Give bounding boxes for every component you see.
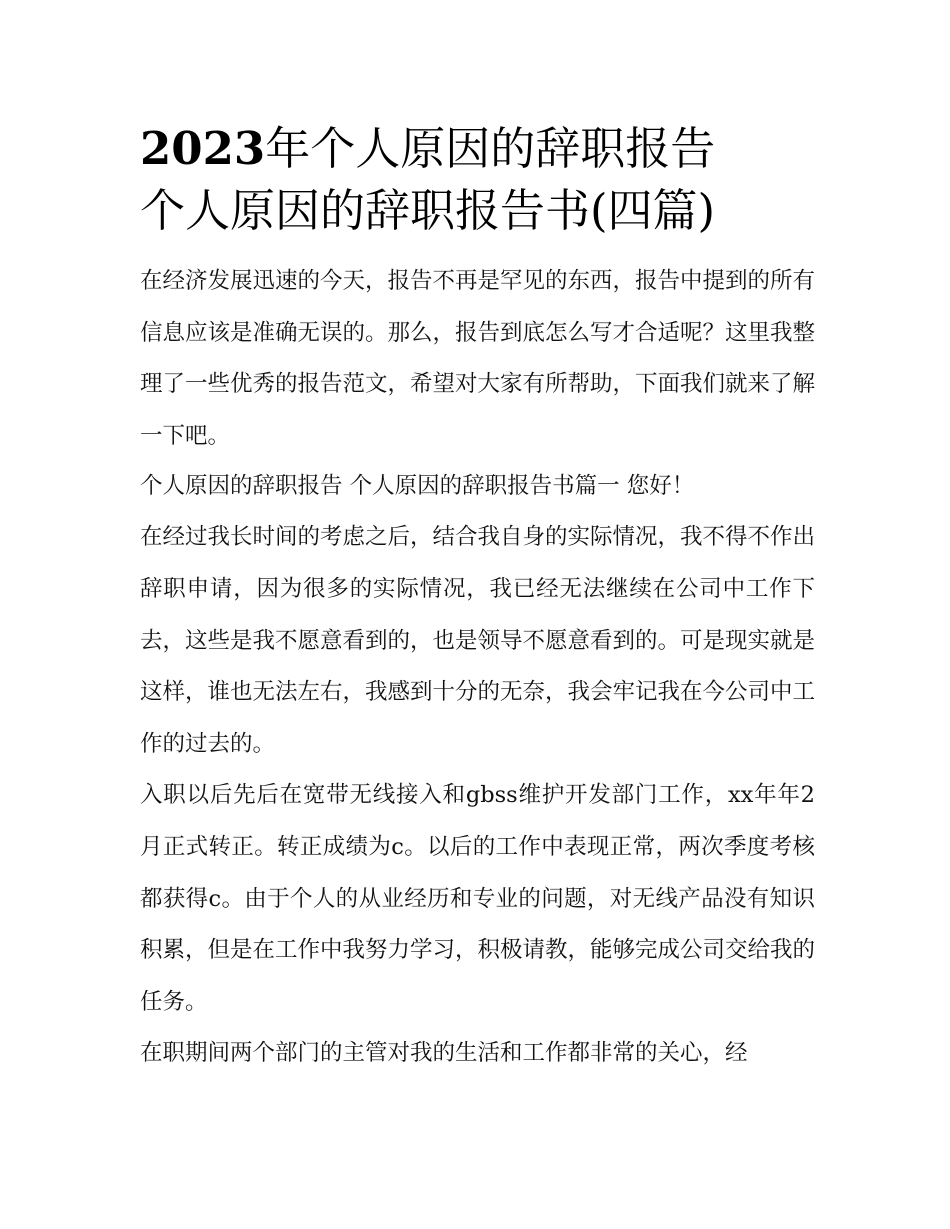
title-year: 2023: [140, 122, 266, 175]
paragraph-intro: 在经济发展迅速的今天，报告不再是罕见的东西，报告中提到的所有信息应该是准确无误的。那么，报告到底怎么写才合适呢？这里我整理了一些优秀的报告范文，希望对大家有所帮助，下面我们就来了解一下吧。: [140, 268, 816, 449]
document-content: [140, 118, 815, 1080]
document-title: [140, 118, 815, 242]
paragraph-work-history: 入职以后先后在宽带无线接入和gbss维护开发部门工作，xx年年2月正式转正。转正成绩为c。以后的工作中表现正常，两次季度考核都获得c。由于个人的从业经历和专业的问题，对无线产品没有知识积累，但是在工作中我努力学习，积极请教，能够完成公司交给我的任务。: [140, 782, 816, 1015]
document-body: [140, 256, 815, 1080]
title-line-1-text: 年个人原因的辞职报告: [265, 122, 716, 175]
paragraph-gratitude: 在职期间两个部门的主管对我的生活和工作都非常的关心，经: [140, 1040, 748, 1067]
paragraph-reason: 在经过我长时间的考虑之后，结合我自身的实际情况，我不得不作出辞职申请，因为很多的实际情况，我已经无法继续在公司中工作下去，这些是我不愿意看到的，也是领导不愿意看到的。可是现实就是这样，谁也无法左右，我感到十分的无奈，我会牢记我在今公司中工作的过去的。: [140, 524, 816, 757]
title-line-2: 个人原因的辞职报告书(四篇): [140, 184, 716, 237]
title-line-1: [140, 118, 815, 180]
paragraph-section-heading: 个人原因的辞职报告 个人原因的辞职报告书篇一 您好！: [140, 473, 695, 500]
